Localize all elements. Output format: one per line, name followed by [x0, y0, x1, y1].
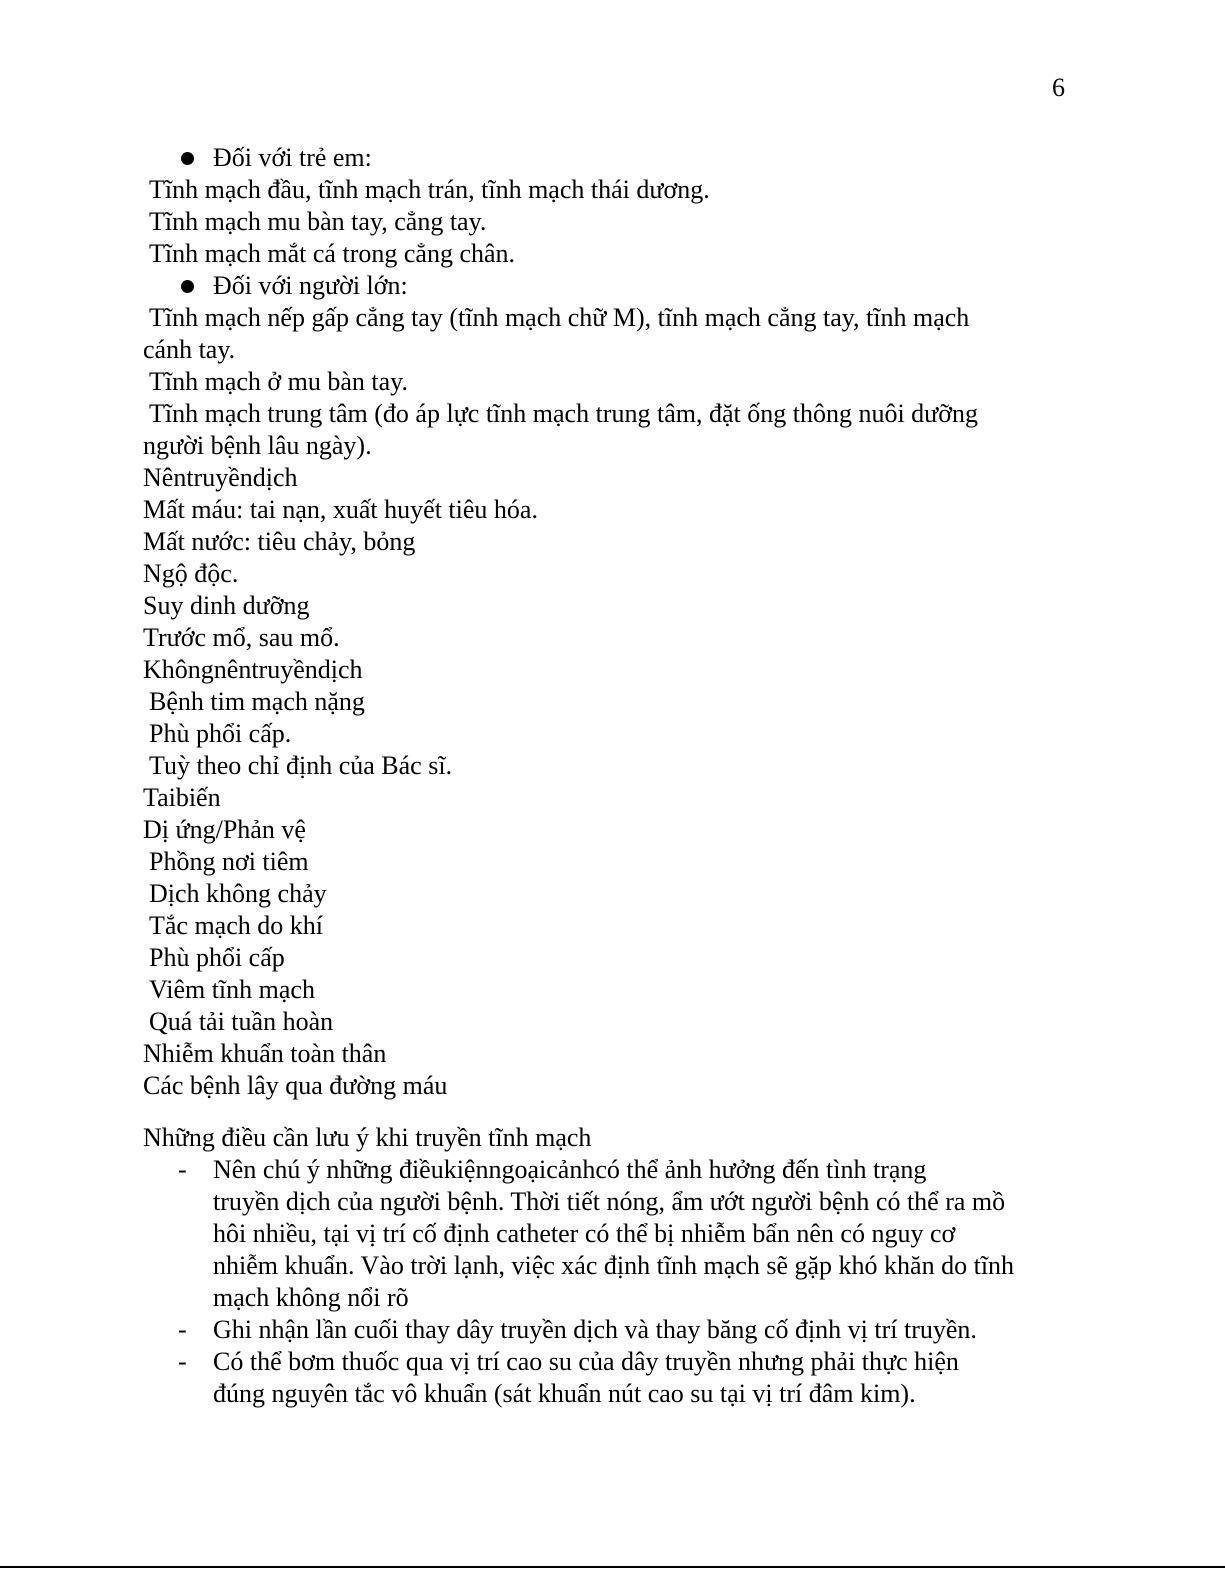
- adult-line: Tĩnh mạch trung tâm (đo áp lực tĩnh mạch trung tâm, đặt ống thông nuôi dưỡng: [149, 399, 979, 428]
- note-line: mạch không nổi rõ: [213, 1283, 409, 1312]
- bullet-adults: [143, 270, 1083, 302]
- dash-marker: -: [178, 1155, 187, 1184]
- indication-item: Trước mổ, sau mổ.: [143, 623, 340, 652]
- children-line: Tĩnh mạch mu bàn tay, cẳng tay.: [149, 207, 487, 236]
- adult-line: cánh tay.: [143, 335, 236, 364]
- note-item: [143, 1314, 1083, 1346]
- note-line: Ghi nhận lần cuối thay dây truyền dịch và thay băng cố định vị trí truyền.: [213, 1315, 977, 1344]
- blank-line: [143, 1102, 1083, 1122]
- indications-heading: Nêntruyềndịch: [143, 463, 298, 492]
- bullet-children-text: Đối với trẻ em:: [213, 143, 372, 172]
- indication-item: Mất máu: tai nạn, xuất huyết tiêu hóa.: [143, 495, 538, 524]
- adult-line: Tĩnh mạch nếp gấp cẳng tay (tĩnh mạch chữ M), tĩnh mạch cẳng tay, tĩnh mạch: [149, 303, 970, 332]
- complication-item: Dị ứng/Phản vệ: [143, 815, 306, 844]
- dash-marker: -: [178, 1315, 187, 1344]
- adult-line: Tĩnh mạch ở mu bàn tay.: [149, 367, 408, 396]
- notes-heading: Những điều cần lưu ý khi truyền tĩnh mạch: [143, 1123, 592, 1152]
- note-line: Nên chú ý những điềukiệnngoạicảnhcó thể ảnh hưởng đến tình trạng: [213, 1155, 927, 1184]
- contraindication-item: Bệnh tim mạch nặng: [149, 687, 365, 716]
- contraindication-item: Tuỳ theo chỉ định của Bác sĩ.: [149, 751, 453, 780]
- bullet-dot-icon: [181, 280, 194, 293]
- note-line: truyền dịch của người bệnh. Thời tiết nóng, ẩm ướt người bệnh có thể ra mồ: [213, 1187, 1006, 1216]
- complication-item: Các bệnh lây qua đường máu: [143, 1071, 448, 1100]
- complication-item: Phù phổi cấp: [149, 943, 285, 972]
- contraindications-heading: Khôngnêntruyềndịch: [143, 655, 363, 684]
- note-line: hôi nhiều, tại vị trí cố định catheter có thể bị nhiễm bẩn nên có nguy cơ: [213, 1219, 956, 1248]
- bullet-adults-text: Đối với người lớn:: [213, 271, 408, 300]
- complication-item: Phồng nơi tiêm: [149, 847, 309, 876]
- complication-item: Quá tải tuần hoàn: [149, 1007, 334, 1036]
- complication-item: Tắc mạch do khí: [149, 911, 323, 940]
- children-line: Tĩnh mạch mắt cá trong cẳng chân.: [149, 239, 516, 268]
- bullet-children: [143, 142, 1083, 174]
- contraindication-item: Phù phổi cấp.: [149, 719, 292, 748]
- dash-marker: -: [178, 1347, 187, 1376]
- complication-item: Viêm tĩnh mạch: [149, 975, 315, 1004]
- page-bottom-rule: [0, 1566, 1225, 1568]
- adult-line: người bệnh lâu ngày).: [143, 431, 372, 460]
- note-line: nhiễm khuẩn. Vào trời lạnh, việc xác định tĩnh mạch sẽ gặp khó khăn do tĩnh: [213, 1251, 1015, 1280]
- complication-item: Nhiễm khuẩn toàn thân: [143, 1039, 387, 1068]
- page-number: 6: [1052, 73, 1065, 102]
- complication-item: Dịch không chảy: [149, 879, 327, 908]
- children-line: Tĩnh mạch đầu, tĩnh mạch trán, tĩnh mạch thái dương.: [149, 175, 710, 204]
- bullet-dot-icon: [181, 152, 194, 165]
- note-item: [143, 1154, 1083, 1314]
- document-body: [143, 142, 1083, 1410]
- indication-item: Mất nước: tiêu chảy, bỏng: [143, 527, 416, 556]
- complications-heading: Taibiến: [143, 783, 221, 812]
- indication-item: Suy dinh dưỡng: [143, 591, 310, 620]
- note-item: [143, 1346, 1083, 1410]
- note-line: đúng nguyên tắc vô khuẩn (sát khuẩn nút cao su tại vị trí đâm kim).: [213, 1379, 916, 1408]
- note-line: Có thể bơm thuốc qua vị trí cao su của dây truyền nhưng phải thực hiện: [213, 1347, 959, 1376]
- indication-item: Ngộ độc.: [143, 559, 239, 588]
